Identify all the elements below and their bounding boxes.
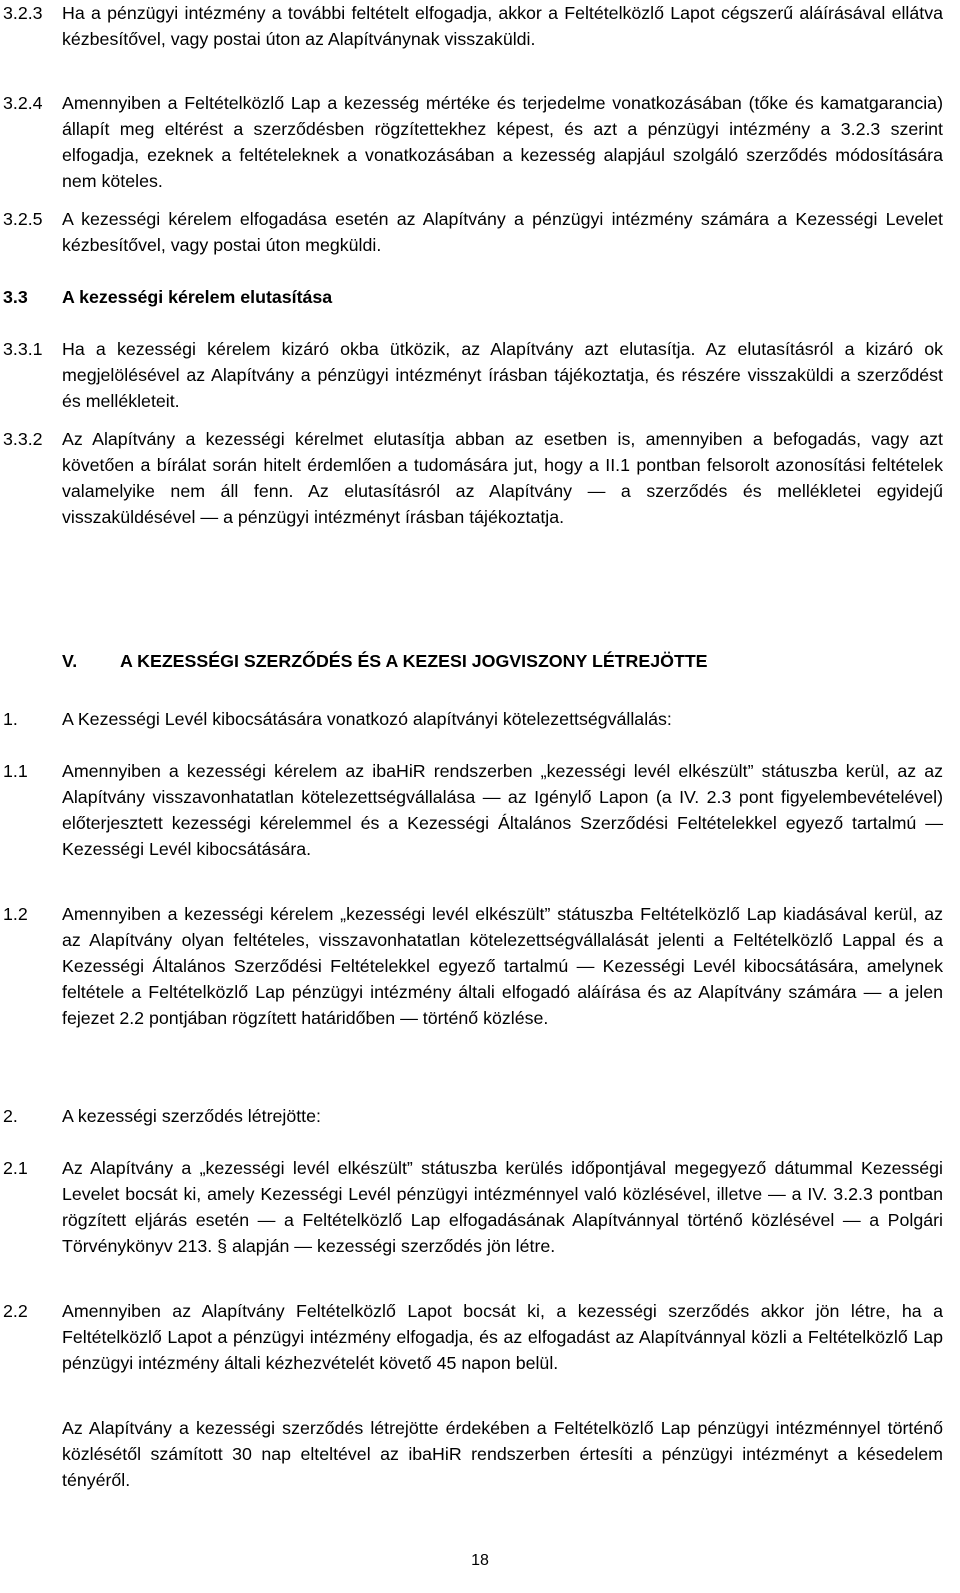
paragraph-text: A kezességi szerződés létrejötte:	[62, 1106, 321, 1126]
paragraph-text: Amennyiben a kezességi kérelem „kezességi levél elkészült” státuszba Feltételközlő Lap kiadásával kerül, az az Alapítvány olyan feltételes, visszavonhatatlan kötelezettségvállalását jelenti a Feltételközlő Lappal és a Kezességi Általános Szerződési Feltételekkel egyező tartalmú — Kezességi Levél kibocsátására, amelynek feltétele a Feltételközlő Lap pénzügyi intézmény általi elfogadó aláírása és az Alapítvány számára — a jelen fejezet 2.2 pontjában rögzített határidőben — történő közlése.	[62, 904, 943, 1028]
paragraph-text: A Kezességi Levél kibocsátására vonatkozó alapítványi kötelezettségvállalás:	[62, 709, 672, 729]
paragraph-text: Amennyiben a Feltételközlő Lap a kezesség mértéke és terjedelme vonatkozásában (tőke és kamatgarancia) állapít meg eltérést a szerződésben rögzítettekhez képest, és azt a pénzügyi intézmény a 3.2.3 szerint elfogadja, ezeknek a feltételeknek a vonatkozásában a kezesség alapjául szolgáló szerződés módosítására nem köteles.	[62, 93, 943, 191]
paragraph-text: Az Alapítvány a „kezességi levél elkészült” státuszba kerülés időpontjával megegyező dátummal Kezességi Levelet bocsát ki, amely Kezességi Levél pénzügyi intézménnyel való közlésével, illetve — a IV. 3.2.3 pontban rögzített eljárás esetén — a Feltételközlő Lap elfogadásának Alapítvánnyal történő közlésével — a Polgári Törvénykönyv 213. § alapján — kezességi szerződés jön létre.	[62, 1158, 943, 1256]
section-title: A kezességi kérelem elutasítása	[62, 287, 333, 307]
paragraph-text: Amennyiben a kezességi kérelem az ibaHiR rendszerben „kezességi levél elkészült” státuszba kerül, az az Alapítvány visszavonhatatlan kötelezettségvállalása — az Igénylő Lapon (a IV. 2.3 pont figyelembevételével) előterjesztett kezességi kérelemmel és a Kezességi Általános Szerződési Feltételekkel egyező tartalmú — Kezességi Levél kibocsátására.	[62, 761, 943, 859]
paragraph-number: 2.	[3, 1106, 18, 1126]
paragraph-number: 3.3.2	[3, 429, 43, 449]
paragraph-number: 3.2.3	[3, 3, 43, 23]
paragraph-number: 3.2.4	[3, 93, 43, 113]
paragraph-text: A kezességi kérelem elfogadása esetén az Alapítvány a pénzügyi intézmény számára a Kezességi Levelet kézbesítővel, vagy postai úton megküldi.	[62, 209, 943, 255]
chapter-title: A KEZESSÉGI SZERZŐDÉS ÉS A KEZESI JOGVISZONY LÉTREJÖTTE	[120, 651, 708, 671]
paragraph-number: 3.2.5	[3, 209, 43, 229]
paragraph-text: Az Alapítvány a kezességi szerződés létrejötte érdekében a Feltételközlő Lap pénzügyi intézménnyel történő közlésétől számított 30 nap elteltével az ibaHiR rendszerben értesíti a pénzügyi intézményt a késedelem tényéről.	[62, 1418, 943, 1490]
paragraph-number: 1.2	[3, 904, 28, 924]
section-number: 3.3	[3, 287, 28, 307]
paragraph-number: 1.	[3, 709, 18, 729]
paragraph-number: 3.3.1	[3, 339, 43, 359]
paragraph-number: 2.1	[3, 1158, 28, 1178]
paragraph-number: 1.1	[3, 761, 28, 781]
page-number: 18	[471, 1552, 489, 1569]
paragraph-text: Ha a kezességi kérelem kizáró okba ütközik, az Alapítvány azt elutasítja. Az elutasításról a kizáró ok megjelölésével az Alapítvány a pénzügyi intézményt írásban tájékoztatja, és részére visszaküldi a szerződést és mellékleteit.	[62, 339, 943, 411]
paragraph-text: Amennyiben az Alapítvány Feltételközlő Lapot bocsát ki, a kezességi szerződés akkor jön létre, ha a Feltételközlő Lapot a pénzügyi intézmény elfogadja, és az elfogadást az Alapítvánnyal közli a Feltételközlő Lap pénzügyi intézmény általi kézhezvételét követő 45 napon belül.	[62, 1301, 943, 1373]
paragraph-text: Az Alapítvány a kezességi kérelmet elutasítja abban az esetben is, amennyiben a befogadás, vagy azt követően a bírálat során hitelt érdemlően a tudomására jut, hogy a II.1 pontban felsorolt azonosítási feltételek valamelyike nem áll fenn. Az elutasításról az Alapítvány — a szerződés és mellékletei egyidejű visszaküldésével — a pénzügyi intézményt írásban tájékoztatja.	[62, 429, 943, 527]
paragraph-text: Ha a pénzügyi intézmény a további feltételt elfogadja, akkor a Feltételközlő Lapot cégszerű aláírásával ellátva kézbesítővel, vagy postai úton az Alapítványnak visszaküldi.	[62, 3, 943, 49]
paragraph-number: 2.2	[3, 1301, 28, 1321]
chapter-number: V.	[62, 651, 78, 671]
